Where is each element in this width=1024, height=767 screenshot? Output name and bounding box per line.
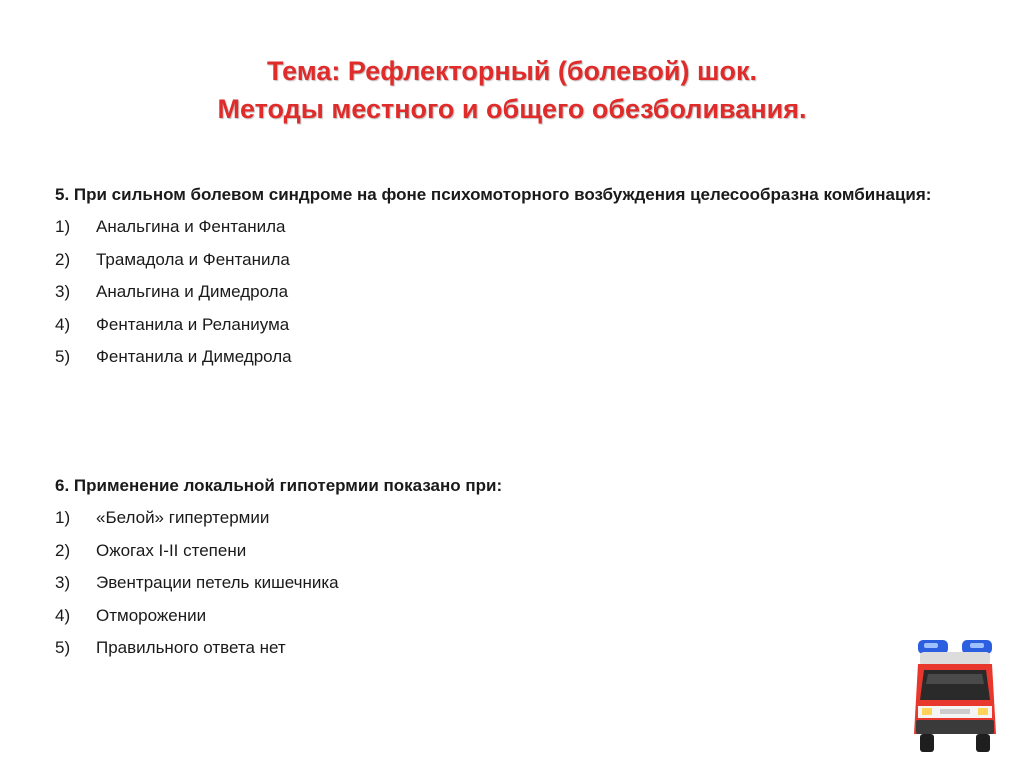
answer-text: Трамадола и Фентанила [96, 249, 290, 269]
answer-item [55, 214, 975, 247]
answer-number: 3) [55, 573, 71, 592]
answer-text: Отморожении [96, 605, 207, 625]
title-line-2: Методы местного и общего обезболивания. [217, 94, 807, 124]
answer-item [55, 635, 975, 668]
answer-item [55, 538, 975, 571]
question-5 [55, 182, 975, 377]
answer-item [55, 312, 975, 345]
answer-item [55, 570, 975, 603]
answer-item [55, 505, 975, 538]
answer-text: «Белой» гипертермии [96, 508, 270, 527]
answer-number: 2) [55, 249, 71, 269]
answer-number: 4) [55, 605, 71, 625]
question-text: 5. При сильном болевом синдроме на фоне психомоторного возбуждения целесообразна комбинация: [55, 185, 932, 204]
slide-title [0, 52, 1024, 128]
answer-text: Анальгина и Фентанила [96, 217, 286, 236]
answer-number: 5) [55, 638, 71, 657]
question-6 [55, 473, 975, 668]
answer-item [55, 279, 975, 312]
answer-text: Фентанила и Реланиума [96, 314, 290, 334]
answer-text: Анальгина и Димедрола [96, 282, 289, 301]
answer-text: Эвентрации петель кишечника [96, 573, 339, 592]
answer-number: 1) [55, 508, 71, 527]
answer-number: 3) [55, 282, 71, 301]
question-text: 6. Применение локальной гипотермии показано при: [55, 476, 503, 495]
answer-text: Фентанила и Димедрола [96, 347, 292, 366]
answer-number: 1) [55, 217, 71, 236]
answer-item [55, 603, 975, 636]
answer-item [55, 247, 975, 280]
answer-number: 4) [55, 314, 71, 334]
answer-number: 2) [55, 540, 71, 560]
title-line-1: Тема: Рефлекторный (болевой) шок. [266, 56, 758, 86]
ambulance-icon [912, 634, 998, 758]
answer-text: Правильного ответа нет [96, 638, 286, 657]
answer-item [55, 344, 975, 377]
answer-text: Ожогах I-II степени [96, 540, 247, 560]
answer-number: 5) [55, 347, 71, 366]
